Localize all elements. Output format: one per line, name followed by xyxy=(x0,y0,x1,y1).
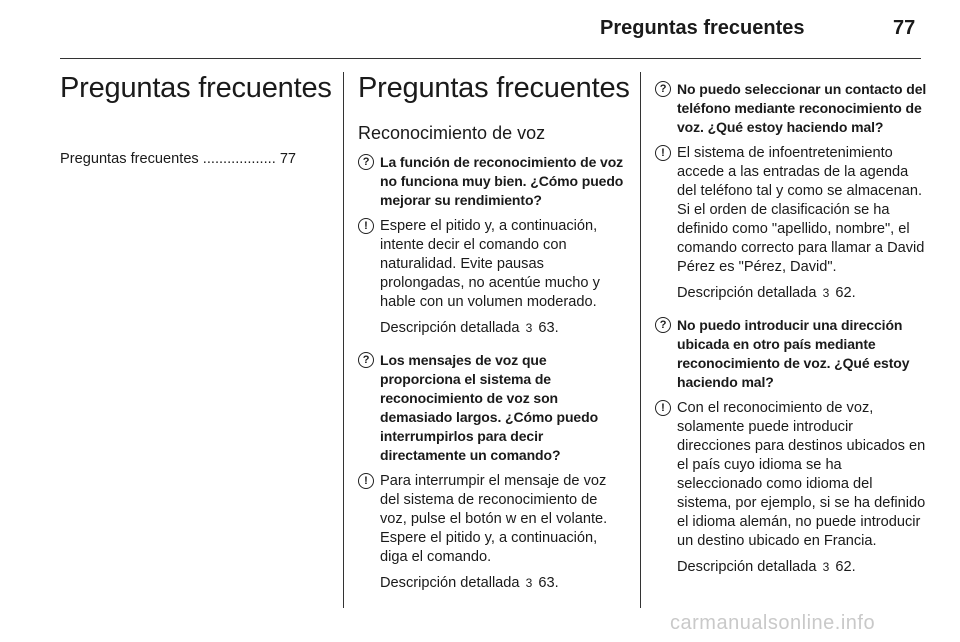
faq-question-4: ? No puedo introducir una dirección ubicada en otro país mediante reconocimiento de voz. ¿Qué estoy haciendo mal? xyxy=(655,316,927,392)
exclamation-circle-icon: ! xyxy=(655,400,671,416)
column-divider-2 xyxy=(640,72,641,608)
question-circle-icon: ? xyxy=(358,352,374,368)
exclamation-circle-icon: ! xyxy=(358,218,374,234)
faq-answer-3: ! El sistema de infoentretenimiento accede a las entradas de la agenda del teléfono tal y como se almacenan. Si el orden de clasificación se ha definido como "apellido, nombre", el comando correcto para llamar a David Pérez es "Pérez, David". xyxy=(655,144,927,277)
column-divider-1 xyxy=(343,72,344,608)
page-reference-arrow-icon: 3 xyxy=(525,321,533,335)
faq-answer-1: ! Espere el pitido y, a continuación, intente decir el comando con naturalidad. Evite pausas prolongadas, no acentúe mucho y hable con un volumen moderado. xyxy=(358,217,628,312)
page-reference-arrow-icon: 3 xyxy=(822,560,830,574)
voice-button-symbol-icon: w xyxy=(505,511,517,527)
faq-reference-3: Descripción detallada 3 62. xyxy=(677,285,856,301)
reference-page-link[interactable]: 62. xyxy=(835,559,856,575)
exclamation-circle-icon: ! xyxy=(655,145,671,161)
faq-answer-2: ! Para interrumpir el mensaje de voz del sistema de reconocimiento de voz, pulse el botón w en el volante. Espere el pitido y, a continuación, diga el comando. xyxy=(358,472,628,567)
watermark: carmanualsonline.info xyxy=(670,612,876,634)
question-circle-icon: ? xyxy=(358,154,374,170)
exclamation-circle-icon: ! xyxy=(358,473,374,489)
toc-entry[interactable]: Preguntas frecuentes .................. 77 xyxy=(60,151,297,167)
page-number: 77 xyxy=(893,17,916,39)
header-divider xyxy=(60,58,921,59)
page-reference-arrow-icon: 3 xyxy=(822,286,830,300)
reference-page-link[interactable]: 63. xyxy=(538,575,559,591)
question-circle-icon: ? xyxy=(655,81,671,97)
faq-question-3: ? No puedo seleccionar un contacto del teléfono mediante reconocimiento de voz. ¿Qué estoy haciendo mal? xyxy=(655,80,927,137)
faq-reference-1: Descripción detallada 3 63. xyxy=(380,320,559,336)
reference-page-link[interactable]: 63. xyxy=(538,320,559,336)
column-3 xyxy=(655,80,927,590)
section-title: Reconocimiento de voz xyxy=(358,123,546,143)
running-header-title: Preguntas frecuentes xyxy=(600,17,805,39)
faq-question-2: ? Los mensajes de voz que proporciona el sistema de reconocimiento de voz son demasiado largos. ¿Cómo puedo interrumpirlos para decir directamente un comando? xyxy=(358,351,628,465)
faq-question-1: ? La función de reconocimiento de voz no funciona muy bien. ¿Cómo puedo mejorar su rendimiento? xyxy=(358,153,628,210)
question-circle-icon: ? xyxy=(655,317,671,333)
toc-title: Preguntas frecuentes xyxy=(60,72,332,104)
faq-answer-4: ! Con el reconocimiento de voz, solamente puede introducir direcciones para destinos ubicados en el país cuyo idioma se ha seleccionado como idioma del sistema, por ejemplo, si se ha definido el idioma alemán, no puede introducir un destino ubicado en Francia. xyxy=(655,399,927,551)
column-2 xyxy=(358,153,628,606)
chapter-title: Preguntas frecuentes xyxy=(358,72,630,104)
faq-reference-4: Descripción detallada 3 62. xyxy=(677,559,856,575)
reference-page-link[interactable]: 62. xyxy=(835,285,856,301)
faq-reference-2: Descripción detallada 3 63. xyxy=(380,575,559,591)
page-reference-arrow-icon: 3 xyxy=(525,576,533,590)
